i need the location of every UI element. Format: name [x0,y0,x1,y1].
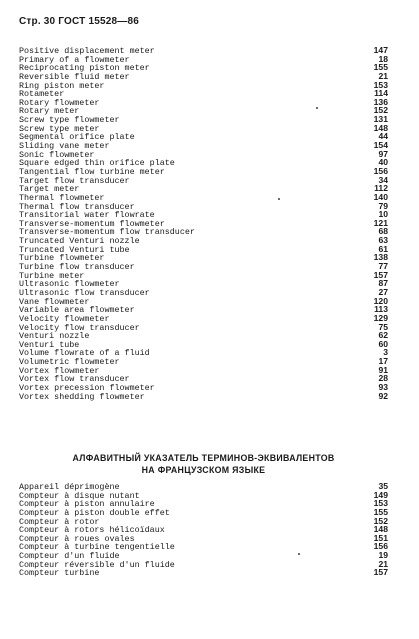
entry-page-number: 129 [373,312,388,323]
index-entry [19,236,388,245]
entry-term: Segmental orifice plate [19,133,135,143]
index-entry [19,227,388,236]
entry-term: Venturi nozzle [19,332,90,341]
entry-page-number: 44 [378,131,388,142]
entry-page-number: 61 [378,243,388,254]
index-entry [19,383,388,392]
entry-page-number: 28 [378,373,388,384]
entry-page-number: 153 [373,79,388,90]
index-entry [19,314,388,323]
index-entry [19,115,388,124]
print-speck [316,107,318,109]
entry-page-number: 21 [378,70,388,81]
entry-term: Compteur à disque nutant [19,491,140,501]
entry-page-number: 157 [373,567,388,578]
entry-page-number: 157 [373,269,388,280]
print-speck [298,553,300,555]
index-entry [19,124,388,133]
entry-page-number: 3 [383,347,388,358]
entry-term: Compteur d'un fluide [19,552,120,561]
entry-term: Compteur à rotors hélicoïdaux [19,526,165,535]
entry-page-number: 79 [378,200,388,211]
entry-term: Turbine meter [19,271,85,281]
entry-term: Velocity flowmeter [19,314,110,324]
index-entry [19,374,388,383]
index-entry [19,551,388,560]
index-entry [19,297,388,306]
entry-term: Compteur réversible d'un fluide [19,560,175,570]
entry-term: Vortex shedding flowmeter [19,392,145,402]
entry-page-number: 62 [378,330,388,341]
entry-term: Thermal flow transducer [19,202,135,212]
entry-page-number: 93 [378,381,388,392]
entry-page-number: 21 [378,558,388,569]
index-entry [19,340,388,349]
entry-term: Vortex flow transducer [19,375,130,384]
entry-page-number: 34 [378,174,388,185]
entry-term: Reciprocating piston meter [19,64,150,73]
entry-term: Compteur à piston double effet [19,508,170,518]
index-entry [19,357,388,366]
heading-line-1: АЛФАВИТНЫЙ УКАЗАТЕЛЬ ТЕРМИНОВ-ЭКВИВАЛЕНТОВ [72,453,335,463]
entry-term: Ultrasonic flow transducer [19,288,150,298]
entry-term: Turbine flow transducer [19,263,135,272]
index-entry [19,106,388,115]
entry-term: Velocity flow transducer [19,323,140,333]
index-entry [19,517,388,526]
entry-page-number: 27 [378,286,388,297]
entry-term: Vortex precession flowmeter [19,383,155,393]
entry-page-number: 140 [373,191,388,202]
entry-term: Compteur à rotor [19,517,100,527]
entry-page-number: 156 [373,165,388,176]
entry-page-number: 114 [374,88,388,99]
index-entry [19,176,388,185]
index-entry [19,348,388,357]
entry-term: Reversible fluid meter [19,72,130,82]
entry-page-number: 68 [378,226,388,237]
entry-page-number: 155 [373,506,388,517]
entry-term: Primary of a flowmeter [19,55,130,65]
index-entry [19,193,388,202]
entry-term: Rotary meter [19,107,80,117]
entry-term: Positive displacement meter [19,47,155,56]
entry-term: Vortex flowmeter [19,366,100,376]
index-entry [19,392,388,401]
index-entry [19,46,388,55]
entry-term: Volume flowrate of a fluid [19,349,150,359]
entry-page-number: 77 [378,261,388,272]
entry-page-number: 92 [378,390,388,401]
index-entry [19,482,388,491]
index-entry [19,63,388,72]
index-entry [19,210,388,219]
index-entry [19,366,388,375]
entry-page-number: 17 [378,356,388,367]
entry-term: Sonic flowmeter [19,150,95,160]
index-entry [19,534,388,543]
entry-page-number: 113 [374,304,388,315]
entry-term: Transverse-momentum flowmeter [19,219,165,229]
entry-term: Screw type meter [19,124,100,134]
entry-term: Ultrasonic flowmeter [19,280,120,289]
index-entry [19,55,388,64]
index-entry [19,331,388,340]
index-entry [19,158,388,167]
entry-page-number: 138 [373,252,388,263]
entry-page-number: 40 [378,157,388,168]
entry-page-number: 151 [373,532,388,543]
entry-page-number: 18 [378,53,388,64]
entry-page-number: 131 [373,114,388,125]
entry-page-number: 153 [373,498,388,509]
entry-term: Truncated Venturi nozzle [19,237,140,246]
index-entry [19,150,388,159]
entry-term: Sliding vane meter [19,142,110,151]
entry-page-number: 10 [378,209,388,220]
entry-page-number: 136 [373,96,388,107]
entry-term: Target meter [19,185,80,194]
index-entry [19,305,388,314]
index-entry [19,279,388,288]
entry-term: Transverse-momentum flow transducer [19,228,195,238]
index-entry [19,508,388,517]
heading-line-2: НА ФРАНЦУЗСКОМ ЯЗЫКЕ [141,465,266,475]
entry-term: Ring piston meter [19,81,105,91]
index-entry [19,81,388,90]
index-entry [19,323,388,332]
entry-page-number: 120 [373,295,388,306]
entry-page-number: 148 [373,524,388,535]
index-entry [19,89,388,98]
entry-term: Turbine flowmeter [19,254,105,264]
index-entry [19,98,388,107]
index-entry [19,525,388,534]
index-entry [19,542,388,551]
entry-page-number: 152 [373,515,388,526]
index-entry [19,72,388,81]
entry-term: Square edged thin orifice plate [19,159,175,168]
entry-page-number: 156 [373,541,388,552]
entry-page-number: 112 [374,183,388,194]
page-header: Стр. 30 ГОСТ 15528—86 [19,16,139,27]
index-entry [19,253,388,262]
index-entry [19,167,388,176]
entry-term: Compteur à piston annulaire [19,500,155,509]
index-entry [19,184,388,193]
entry-page-number: 87 [378,278,388,289]
entry-page-number: 19 [378,550,388,561]
entry-page-number: 35 [378,481,388,491]
index-entry [19,499,388,508]
index-entry [19,219,388,228]
french-index-heading [19,452,388,476]
entry-page-number: 75 [378,321,388,332]
entry-page-number: 63 [378,235,388,246]
index-entry [19,568,388,577]
entry-term: Volumetric flowmeter [19,358,120,367]
entry-term: Compteur turbine [19,569,100,579]
index-entry [19,288,388,297]
entry-term: Target flow transducer [19,176,130,186]
entry-page-number: 147 [373,45,388,55]
entry-page-number: 148 [373,122,388,133]
entry-term: Compteur à roues ovales [19,534,135,544]
index-entry [19,132,388,141]
entry-page-number: 91 [378,364,388,375]
entry-term: Rotameter [19,90,65,99]
entry-page-number: 60 [378,338,388,349]
index-entry [19,202,388,211]
french-term-index [19,482,388,577]
entry-page-number: 154 [373,140,388,151]
entry-term: Compteur à turbine tengentielle [19,543,175,553]
entry-page-number: 97 [378,148,388,159]
entry-term: Venturi tube [19,340,80,350]
index-entry [19,141,388,150]
entry-term: Transitorial water flowrate [19,211,155,220]
entry-term: Truncated Venturi tube [19,245,130,255]
english-term-index [19,46,388,400]
entry-term: Vane flowmeter [19,297,90,307]
entry-page-number: 152 [373,105,388,116]
entry-term: Tangential flow turbine meter [19,167,165,177]
entry-term: Rotary flowmeter [19,98,100,108]
index-entry [19,245,388,254]
entry-term: Screw type flowmeter [19,116,120,125]
entry-page-number: 121 [373,217,388,228]
print-speck [278,198,280,200]
entry-term: Appareil déprimogène [19,483,120,492]
index-entry [19,560,388,569]
entry-page-number: 155 [373,62,388,73]
entry-page-number: 149 [373,489,388,500]
index-entry [19,262,388,271]
index-entry [19,271,388,280]
entry-term: Thermal flowmeter [19,193,105,203]
index-entry [19,491,388,500]
entry-term: Variable area flowmeter [19,306,135,315]
